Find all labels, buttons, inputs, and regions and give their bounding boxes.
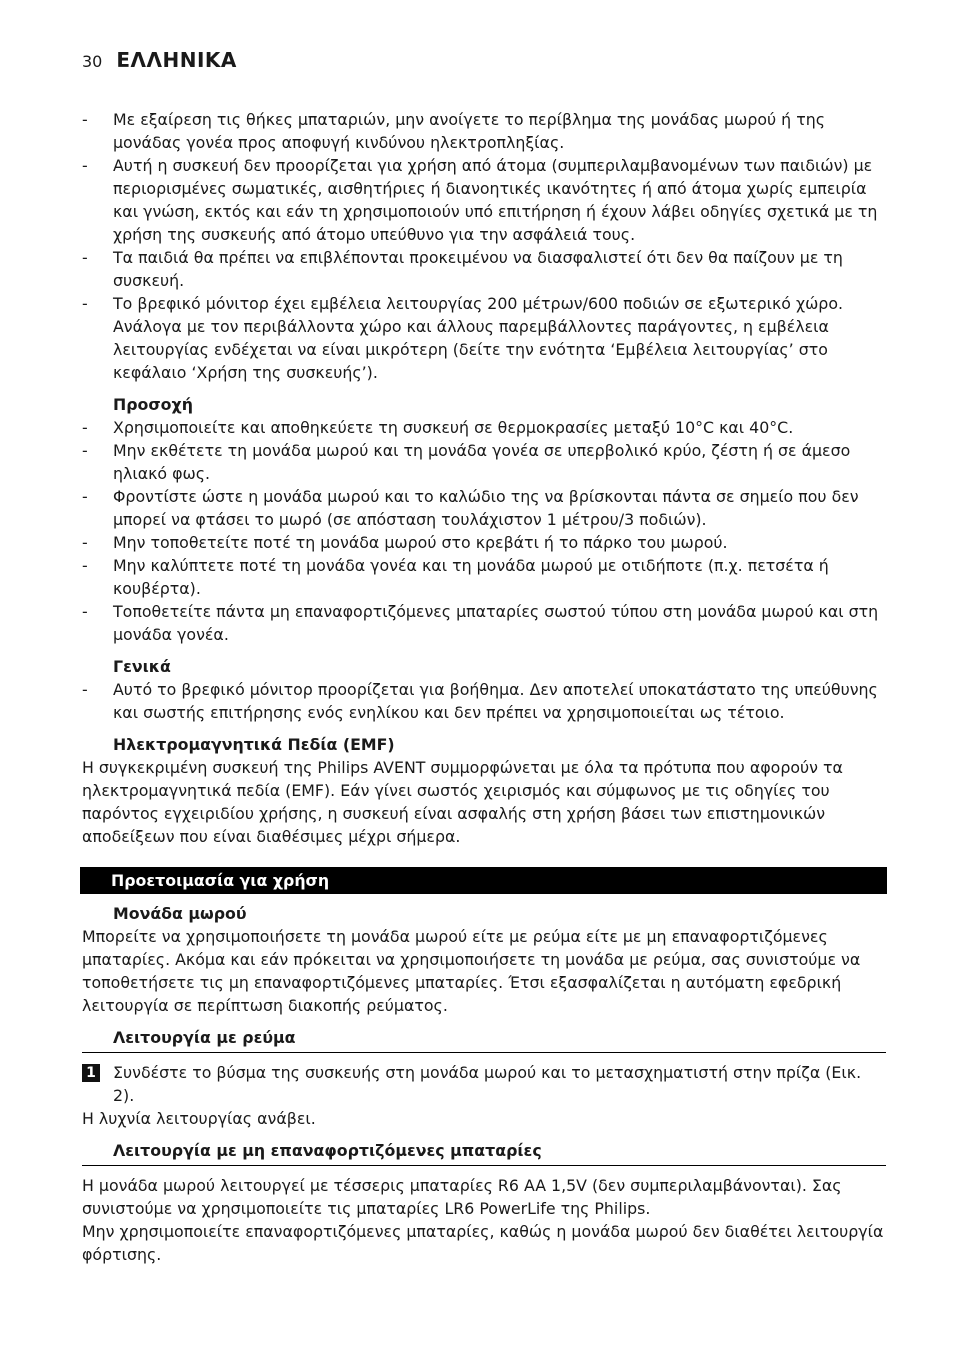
list-item [82, 600, 886, 646]
step-item [82, 1061, 886, 1107]
baby-unit-paragraph: Μπορείτε να χρησιμοποιήσετε τη μονάδα μωρού είτε με ρεύμα είτε με μη επαναφορτιζόμενες μπαταρίες. Ακόμα και εάν πρόκειται να χρησιμοποιήσετε τη μονάδα με ρεύμα, σας συνιστούμε να τοποθετήσετε τις μη επαναφορτιζόμενες μπαταρίες. Έτσι εξασφαλίζεται η αυτόματη εφεδρική λειτουργία σε περίπτωση διακοπής ρεύματος. [82, 927, 861, 1015]
list-item [82, 292, 886, 384]
baby-unit-heading: Μονάδα μωρού [113, 904, 247, 923]
list-item-text: Με εξαίρεση τις θήκες μπαταριών, μην ανοίγετε το περίβλημα της μονάδας μωρού ή της μονάδας γονέα προς αποφυγή κινδύνου ηλεκτροπληξίας. [113, 110, 825, 152]
safety-list [82, 108, 886, 384]
step-text: Συνδέστε το βύσμα της συσκευής στη μονάδα μωρού και το μετασχηματιστή στην πρίζα (Εικ. 2). [113, 1063, 862, 1105]
list-item [82, 678, 886, 724]
dash-icon: - [82, 248, 88, 267]
emf-paragraph: Η συγκεκριμένη συσκευή της Philips AVENT συμμορφώνεται με όλα τα πρότυπα που αφορούν τα ηλεκτρομαγνητικά πεδία (EMF). Εάν γίνει σωστός χειρισμός και σύμφωνος με τις οδηγίες του παρόντος εγχειριδίου χρήσης, η συσκευή είναι ασφαλής στη χρήση βάσει των επιστημονικών αποδείξεων που είναι διαθέσιμες μέχρι σήμερα. [82, 758, 843, 846]
dash-icon: - [82, 418, 88, 437]
list-item-text: Μην εκθέτετε τη μονάδα μωρού και τη μονάδα γονέα σε υπερβολικό κρύο, ζέστη ή σε άμεσο ηλιακό φως. [113, 441, 851, 483]
batteries-heading: Λειτουργία με μη επαναφορτιζόμενες μπαταρίες [82, 1139, 886, 1166]
dash-icon: - [82, 441, 88, 460]
general-list [82, 678, 886, 724]
dash-icon: - [82, 110, 88, 129]
page-content [82, 108, 886, 1266]
dash-icon: - [82, 556, 88, 575]
dash-icon: - [82, 602, 88, 621]
list-item [82, 485, 886, 531]
list-item [82, 416, 886, 439]
list-item-text: Αυτή η συσκευή δεν προορίζεται για χρήση από άτομα (συμπεριλαμβανομένων των παιδιών) με περιορισμένες σωματικές, αισθητήριες ή διανοητικές ικανότητες ή από άτομα χωρίς εμπειρία και γνώση, εκτός και εάν τη χρησιμοποιούν υπό επιτήρηση ή έχουν λάβει οδηγίες σχετικά με τη χρήση της συσκευής από άτομο υπεύθυνο για την ασφάλειά τους. [113, 156, 878, 244]
list-item-text: Μην καλύπτετε ποτέ τη μονάδα γονέα και τη μονάδα μωρού με οτιδήποτε (π.χ. πετσέτα ή κουβέρτα). [113, 556, 829, 598]
batteries-paragraph-1: Η μονάδα μωρού λειτουργεί με τέσσερις μπαταρίες R6 AA 1,5V (δεν συμπεριλαμβάνονται). Σας συνιστούμε να χρησιμοποιείτε τις μπαταρίες LR6 PowerLife της Philips. [82, 1176, 842, 1218]
list-item-text: Χρησιμοποιείτε και αποθηκεύετε τη συσκευή σε θερμοκρασίες μεταξύ 10°C και 40°C. [113, 418, 794, 437]
list-item-text: Φροντίστε ώστε η μονάδα μωρού και το καλώδιο της να βρίσκονται πάντα σε σημείο που δεν μπορεί να φτάσει το μωρό (σε απόσταση τουλάχιστον 1 μέτρου/3 ποδιών). [113, 487, 859, 529]
step-result: Η λυχνία λειτουργίας ανάβει. [82, 1109, 316, 1128]
caution-list [82, 416, 886, 646]
list-item [82, 439, 886, 485]
general-heading: Γενικά [113, 657, 171, 676]
page-language-title: ΕΛΛΗΝΙΚΑ [116, 48, 237, 72]
dash-icon: - [82, 487, 88, 506]
dash-icon: - [82, 680, 88, 699]
list-item-text: Αυτό το βρεφικό μόνιτορ προορίζεται για βοήθημα. Δεν αποτελεί υποκατάστατο της υπεύθυνης και σωστής επιτήρησης ενός ενηλίκου και δεν πρέπει να χρησιμοποιείται ως τέτοιο. [113, 680, 878, 722]
batteries-paragraph-2: Μην χρησιμοποιείτε επαναφορτιζόμενες μπαταρίες, καθώς η μονάδα μωρού δεν διαθέτει λειτουργία φόρτισης. [82, 1222, 884, 1264]
list-item [82, 531, 886, 554]
list-item [82, 554, 886, 600]
list-item-text: Τα παιδιά θα πρέπει να επιβλέπονται προκειμένου να διασφαλιστεί ότι δεν θα παίζουν με τη συσκευή. [113, 248, 843, 290]
mains-heading: Λειτουργία με ρεύμα [82, 1026, 886, 1053]
section-title-bar: Προετοιμασία για χρήση [80, 867, 887, 894]
list-item-text: Τοποθετείτε πάντα μη επαναφορτιζόμενες μπαταρίες σωστού τύπου στη μονάδα μωρού και στη μονάδα γονέα. [113, 602, 879, 644]
page-number: 30 [82, 52, 103, 71]
list-item [82, 154, 886, 246]
list-item-text: Το βρεφικό μόνιτορ έχει εμβέλεια λειτουργίας 200 μέτρων/600 ποδιών σε εξωτερικό χώρο. Ανάλογα με τον περιβάλλοντα χώρο και άλλους παρεμβάλλοντες παράγοντες, η εμβέλεια λειτουργίας ενδέχεται να είναι μικρότερη (δείτε την ενότητα ‘Εμβέλεια λειτουργίας’ στο κεφάλαιο ‘Χρήση της συσκευής’). [113, 294, 844, 382]
dash-icon: - [82, 294, 88, 313]
list-item-text: Μην τοποθετείτε ποτέ τη μονάδα μωρού στο κρεβάτι ή το πάρκο του μωρού. [113, 533, 728, 552]
dash-icon: - [82, 533, 88, 552]
list-item [82, 246, 886, 292]
list-item [82, 108, 886, 154]
dash-icon: - [82, 156, 88, 175]
page-header [82, 48, 237, 74]
step-number-badge: 1 [82, 1064, 100, 1082]
caution-heading: Προσοχή [113, 395, 193, 414]
emf-heading: Ηλεκτρομαγνητικά Πεδία (EMF) [113, 735, 395, 754]
